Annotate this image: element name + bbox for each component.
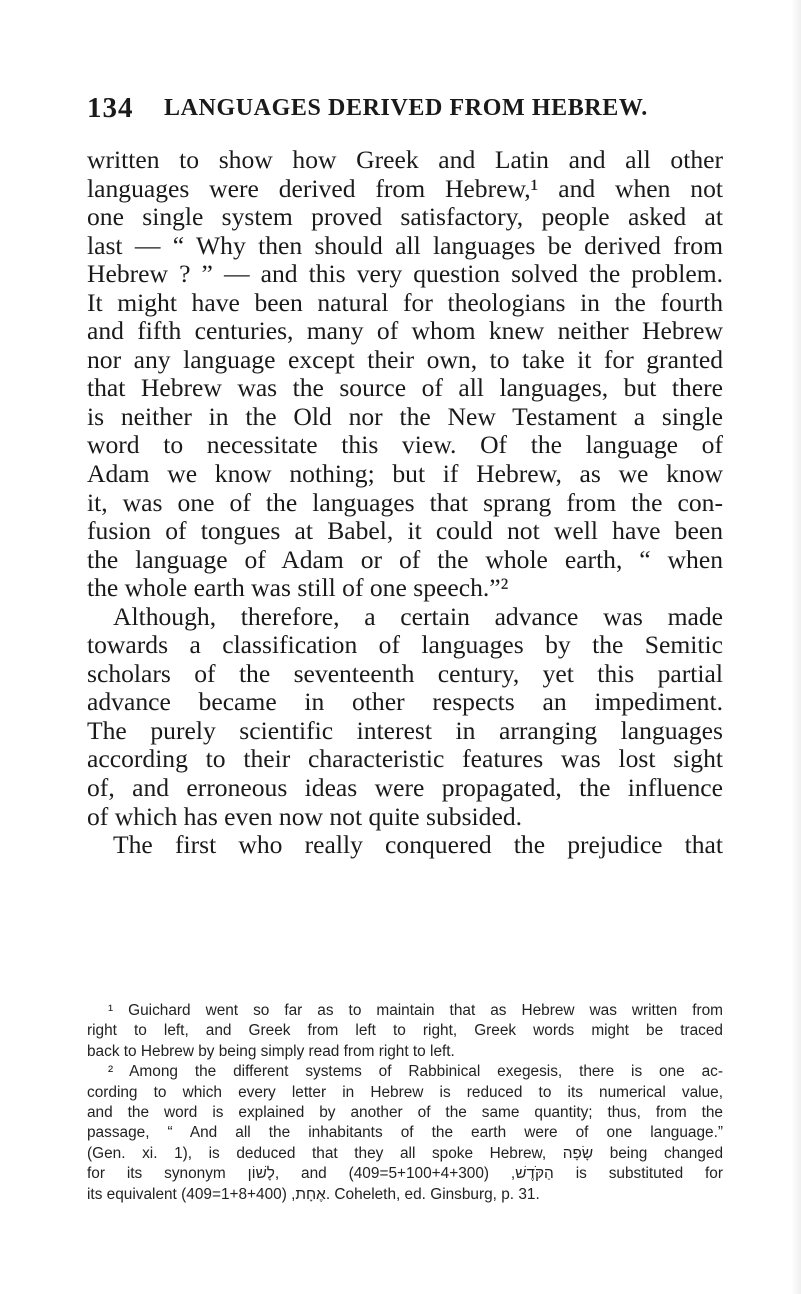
body-line: advance became in other respects an impediment. (87, 687, 723, 717)
body-line: fusion of tongues at Babel, it could not well have been (87, 516, 723, 546)
body-line: last — “ Why then should all languages be derived from (87, 230, 723, 260)
footnote-line: ² Among the different systems of Rabbinical exegesis, there is one ac- (108, 1063, 723, 1081)
body-line: Hebrew ? ” — and this very question solved the problem. (87, 259, 723, 289)
body-line: is neither in the Old nor the New Testament a single (87, 401, 723, 431)
body-line: towards a classification of languages by the Semitic (87, 630, 723, 660)
body-line: word to necessitate this view. Of the language of (87, 430, 723, 460)
body-line: The first who really conquered the prejudice that (113, 830, 723, 860)
body-line: one single system proved satisfactory, people asked at (87, 202, 723, 232)
body-line: scholars of the seventeenth century, yet this partial (87, 658, 723, 688)
body-line: Adam we know nothing; but if Hebrew, as we know (87, 459, 723, 489)
body-line: of, and erroneous ideas were propagated, the influence (87, 773, 723, 803)
body-text (87, 146, 723, 860)
body-line: it, was one of the languages that sprang from the con- (87, 487, 723, 517)
body-line: The purely scientific interest in arranging languages (87, 715, 723, 745)
body-line: the whole earth was still of one speech.”² (87, 573, 509, 603)
footnote-line: (Gen. xi. 1), is deduced that they all spoke Hebrew, שָׂפָה being changed (87, 1144, 724, 1162)
footnote-line: back to Hebrew by being simply read from right to left. (87, 1042, 455, 1060)
body-line: languages were derived from Hebrew,¹ and when not (87, 173, 723, 203)
footnote-line: for its synonym לָשׁוֹן, and הַקֹּדֶשׁ, (5+100+4+300=409) is substituted for (87, 1165, 723, 1183)
body-line: and fifth centuries, many of whom knew neither Hebrew (87, 316, 723, 346)
footnote-line: right to left, and Greek from left to right, Greek words might be traced (87, 1022, 723, 1040)
footnotes (87, 1001, 723, 1205)
body-line: according to their characteristic features was lost sight (87, 744, 723, 774)
body-line: written to show how Greek and Latin and all other (87, 145, 723, 174)
body-line: that Hebrew was the source of all languages, but there (87, 373, 723, 403)
body-line: the language of Adam or of the whole earth, “ when (87, 544, 723, 574)
body-line: of which has even now not quite subsided. (87, 801, 523, 831)
footnote-line: passage, “ And all the inhabitants of the earth were of one language.” (87, 1124, 723, 1142)
body-line: Although, therefore, a certain advance was made (113, 601, 723, 631)
footnote-line: cording to which every letter in Hebrew is reduced to its numerical value, (87, 1083, 723, 1101)
body-line: It might have been natural for theologians in the fourth (87, 287, 723, 317)
running-head (87, 92, 727, 128)
running-title: LANGUAGES DERIVED FROM HEBREW. (164, 95, 648, 121)
page-number: 134 (87, 92, 134, 124)
page-edge-shadow (791, 0, 801, 1294)
footnote-line: ¹ Guichard went so far as to maintain that as Hebrew was written from (108, 1002, 723, 1019)
footnote-line: its equivalent אֶחָת, (1+8+400=409). Coheleth, ed. Ginsburg, p. 31. (87, 1185, 540, 1203)
footnote-line: and the word is explained by another of the same quantity; thus, from the (87, 1103, 723, 1121)
body-line: nor any language except their own, to take it for granted (87, 344, 723, 374)
